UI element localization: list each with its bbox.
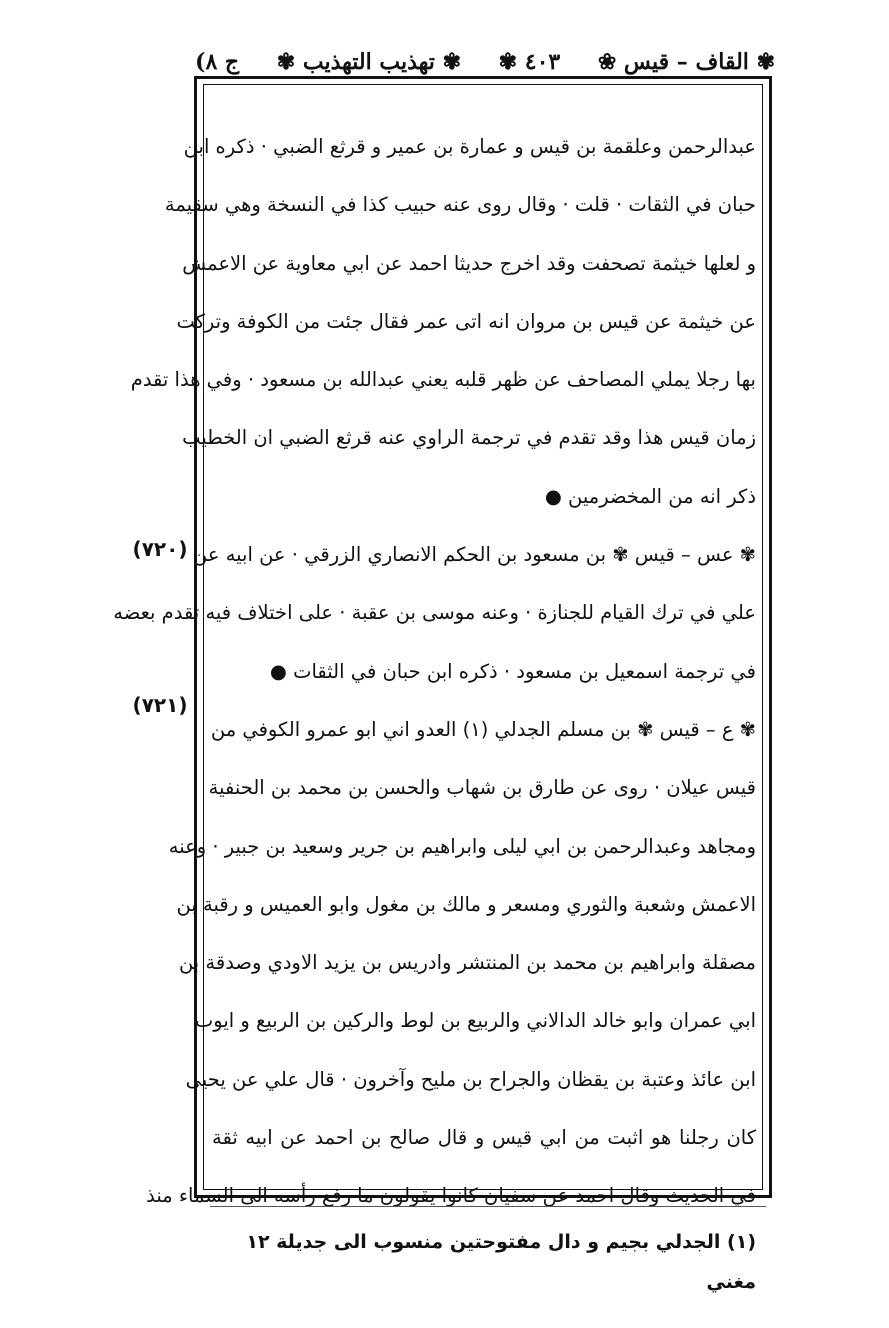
volume-label: ج ٨): [195, 49, 240, 75]
page-number-text: ٤٠٣: [524, 49, 561, 75]
page-number: ٤٠٣ ✾: [498, 49, 561, 75]
text-line: ابن عائذ وعتبة بن يقظان والجراح بن مليح وآخرون · قال علي عن يحيى: [185, 1067, 756, 1091]
entry-heading-line: ✾ عس – قيس ✾ بن مسعود بن الحكم الانصاري الزرقي · عن ابيه عن: [193, 543, 756, 567]
entry-heading-line: ✾ ع – قيس ✾ بن مسلم الجدلي (١) العدو اني ابو عمرو الكوفي من: [210, 717, 756, 741]
text-line: مصقلة وابراهيم بن محمد بن المنتشر وادريس بن يزيد الاودي وصدقة بن: [178, 951, 756, 975]
book-title: ✾ تهذيب التهذيب ✾: [276, 49, 462, 75]
text-line: حبان في الثقات · قلت · وقال روى عنه حبيب كذا في النسخة وهي سقيمة: [164, 193, 756, 217]
entry-number: (٧٢٠): [132, 537, 188, 561]
text-line: في ترجمة اسمعيل بن مسعود · ذكره ابن حبان في الثقات ●: [269, 659, 756, 683]
section-title: ✾ القاف – قيس ❀: [597, 49, 775, 75]
text-line: علي في ترك القيام للجنازة · وعنه موسى بن عقبة · على اختلاف فيه تقدم بعضه: [113, 601, 756, 625]
text-line: ابي عمران وابو خالد الدالاني والربيع بن لوط والركين بن الربيع و ايوب: [194, 1009, 756, 1033]
text-line: ذكر انه من المخضرمين ●: [544, 484, 756, 508]
text-line: كان رجلنا هو اثبت من ابي قيس و قال صالح بن احمد عن ابيه ثقة: [212, 1126, 756, 1150]
text-line: الاعمش وشعبة والثوري ومسعر و مالك بن مغول وابو العميس و رقبة بن: [176, 892, 756, 916]
text-line: ومجاهد وعبدالرحمن بن ابي ليلى وابراهيم بن جرير وسعيد بن جبير · وعنه: [168, 834, 756, 858]
text-line: و لعلها خيثمة تصحفت وقد اخرج حديثا احمد عن ابي معاوية عن الاعمش: [182, 251, 756, 275]
footnote: (١) الجدلي بجيم و دال مفتوحتين منسوب الى جديلة ١٢ مغني: [246, 1231, 756, 1293]
text-line: زمان قيس هذا وقد تقدم في ترجمة الراوي عنه قرثع الضبي ان الخطيب: [182, 426, 756, 450]
footnote-divider: [210, 1206, 766, 1207]
entry-number: (٧٢١): [132, 693, 188, 717]
text-line: قيس عيلان · روى عن طارق بن شهاب والحسن بن محمد بن الحنفية: [208, 776, 756, 800]
text-line: عن خيثمة عن قيس بن مروان انه اتى عمر فقال جئت من الكوفة وتركت: [176, 309, 756, 333]
text-line: في الحديث وقال احمد عن سفيان كانوا يقولون ما رفع رأسه الى السماء منذ: [146, 1184, 756, 1208]
text-line: بها رجلا يملي المصاحف عن ظهر قلبه يعني عبدالله بن مسعود · وفي هذا تقدم: [130, 368, 756, 392]
section-title-text: القاف – قيس: [623, 49, 749, 75]
book-title-text: تهذيب التهذيب: [302, 49, 435, 75]
text-line: عبدالرحمن وعلقمة بن قيس و عمارة بن عمير و قرثع الضبي · ذكره ابن: [183, 135, 756, 158]
